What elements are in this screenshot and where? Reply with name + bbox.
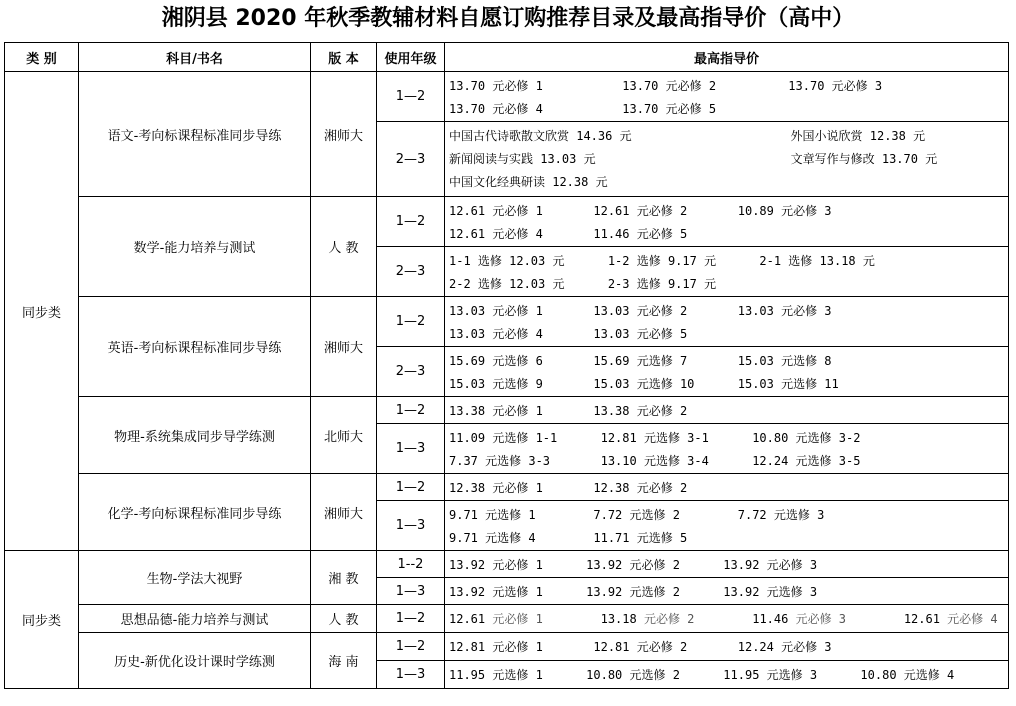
grade-cell: 1—3: [377, 501, 445, 551]
header-category: 类 别: [5, 43, 79, 72]
grade-cell: 1—2: [377, 397, 445, 424]
price-cell: [445, 474, 1009, 501]
price-line: 中国文化经典研读 12.38 元: [449, 175, 608, 189]
price-cell: [445, 501, 1009, 551]
price-cell: [445, 247, 1009, 297]
price-line: 12.61 元必修 1 12.61 元必修 2 10.89 元必修 3: [449, 204, 832, 218]
price-label: 元必修 2: [636, 612, 695, 626]
subject-cell: 生物-学法大视野: [79, 551, 311, 605]
price-line: 新闻阅读与实践 13.03 元 文章写作与修改 13.70 元: [449, 152, 938, 166]
header-row: [5, 43, 1009, 72]
grade-cell: 1—2: [377, 297, 445, 347]
price-line: [449, 608, 1008, 631]
price-line: 9.71 元选修 4 11.71 元选修 5: [449, 531, 688, 545]
table-row: [5, 474, 1009, 501]
edition-cell: 海 南: [311, 633, 377, 689]
table-row: [5, 297, 1009, 347]
category-cell: 同步类: [5, 551, 79, 689]
edition-cell: 湘师大: [311, 474, 377, 551]
price-cell: [445, 347, 1009, 397]
table-row: [5, 551, 1009, 578]
subject-cell: 化学-考向标课程标准同步导练: [79, 474, 311, 551]
subject-cell: 物理-系统集成同步导学练测: [79, 397, 311, 474]
price-line: 12.38 元必修 1 12.38 元必修 2: [449, 481, 688, 495]
header-grade: 使用年级: [377, 43, 445, 72]
grade-cell: 2—3: [377, 347, 445, 397]
grade-cell: 1—2: [377, 72, 445, 122]
table-row: [5, 633, 1009, 661]
price-line: 中国古代诗歌散文欣赏 14.36 元 外国小说欣赏 12.38 元: [449, 129, 926, 143]
subject-cell: 数学-能力培养与测试: [79, 197, 311, 297]
price-line: 7.37 元选修 3-3 13.10 元选修 3-4 12.24 元选修 3-5: [449, 454, 861, 468]
price-line: 2-2 选修 12.03 元 2-3 选修 9.17 元: [449, 277, 717, 291]
price-line: 13.92 元选修 1 13.92 元选修 2 13.92 元选修 3: [449, 585, 818, 599]
subject-cell: 语文-考向标课程标准同步导练: [79, 72, 311, 197]
price-value: 11.46: [694, 612, 789, 626]
price-line: 13.38 元必修 1 13.38 元必修 2: [449, 404, 688, 418]
header-edition: 版 本: [311, 43, 377, 72]
edition-cell: 湘师大: [311, 72, 377, 197]
price-cell: [445, 122, 1009, 197]
price-cell: [445, 605, 1009, 633]
price-cell: [445, 197, 1009, 247]
category-cell: 同步类: [5, 72, 79, 551]
price-cell: [445, 297, 1009, 347]
grade-cell: 1—3: [377, 661, 445, 689]
page-title: 湘阴县 2020 年秋季教辅材料自愿订购推荐目录及最高指导价（高中）: [161, 6, 855, 31]
price-value: 12.61: [449, 612, 486, 626]
price-line: 15.03 元选修 9 15.03 元选修 10 15.03 元选修 11: [449, 377, 839, 391]
edition-cell: 人 教: [311, 197, 377, 297]
price-line: 9.71 元选修 1 7.72 元选修 2 7.72 元选修 3: [449, 508, 825, 522]
price-cell: [445, 72, 1009, 122]
grade-cell: 1—2: [377, 197, 445, 247]
price-line: 13.70 元必修 4 13.70 元必修 5: [449, 102, 717, 116]
price-cell: [445, 551, 1009, 578]
price-label: 元必修 3: [788, 612, 847, 626]
table-row: [5, 72, 1009, 122]
grade-cell: 1—2: [377, 474, 445, 501]
grade-cell: 2—3: [377, 122, 445, 197]
grade-cell: 1—2: [377, 633, 445, 661]
edition-cell: 湘 教: [311, 551, 377, 605]
price-value: 12.61: [846, 612, 940, 626]
price-cell: [445, 633, 1009, 661]
price-table: [4, 42, 1009, 689]
price-line: 12.81 元必修 1 12.81 元必修 2 12.24 元必修 3: [449, 640, 832, 654]
price-label: 元必修 4: [939, 612, 998, 626]
price-line: 11.09 元选修 1-1 12.81 元选修 3-1 10.80 元选修 3-2: [449, 431, 861, 445]
price-line: 13.92 元必修 1 13.92 元必修 2 13.92 元必修 3: [449, 558, 818, 572]
table-row: [5, 397, 1009, 424]
price-line: 11.95 元选修 1 10.80 元选修 2 11.95 元选修 3 10.80 元选修 4: [449, 668, 955, 682]
header-price: 最高指导价: [445, 43, 1009, 72]
price-line: 13.70 元必修 1 13.70 元必修 2 13.70 元必修 3: [449, 79, 883, 93]
grade-cell: 1—3: [377, 424, 445, 474]
price-cell: [445, 578, 1009, 605]
subject-cell: 历史-新优化设计课时学练测: [79, 633, 311, 689]
price-value: 13.18: [542, 612, 637, 626]
grade-cell: 2—3: [377, 247, 445, 297]
price-line: 12.61 元必修 4 11.46 元必修 5: [449, 227, 688, 241]
edition-cell: 湘师大: [311, 297, 377, 397]
price-label: 元必修 1: [485, 612, 543, 626]
edition-cell: 北师大: [311, 397, 377, 474]
grade-cell: 1—3: [377, 578, 445, 605]
price-line: 15.69 元选修 6 15.69 元选修 7 15.03 元选修 8: [449, 354, 832, 368]
grade-cell: 1--2: [377, 551, 445, 578]
price-cell: [445, 424, 1009, 474]
header-subject: 科目/书名: [79, 43, 311, 72]
price-cell: [445, 397, 1009, 424]
table-row: [5, 605, 1009, 633]
subject-cell: 思想品德-能力培养与测试: [79, 605, 311, 633]
table-row: [5, 197, 1009, 247]
price-line: 13.03 元必修 1 13.03 元必修 2 13.03 元必修 3: [449, 304, 832, 318]
edition-cell: 人 教: [311, 605, 377, 633]
subject-cell: 英语-考向标课程标准同步导练: [79, 297, 311, 397]
price-line: 13.03 元必修 4 13.03 元必修 5: [449, 327, 688, 341]
price-cell: [445, 661, 1009, 689]
grade-cell: 1—2: [377, 605, 445, 633]
price-line: 1-1 选修 12.03 元 1-2 选修 9.17 元 2-1 选修 13.18 元: [449, 254, 875, 268]
